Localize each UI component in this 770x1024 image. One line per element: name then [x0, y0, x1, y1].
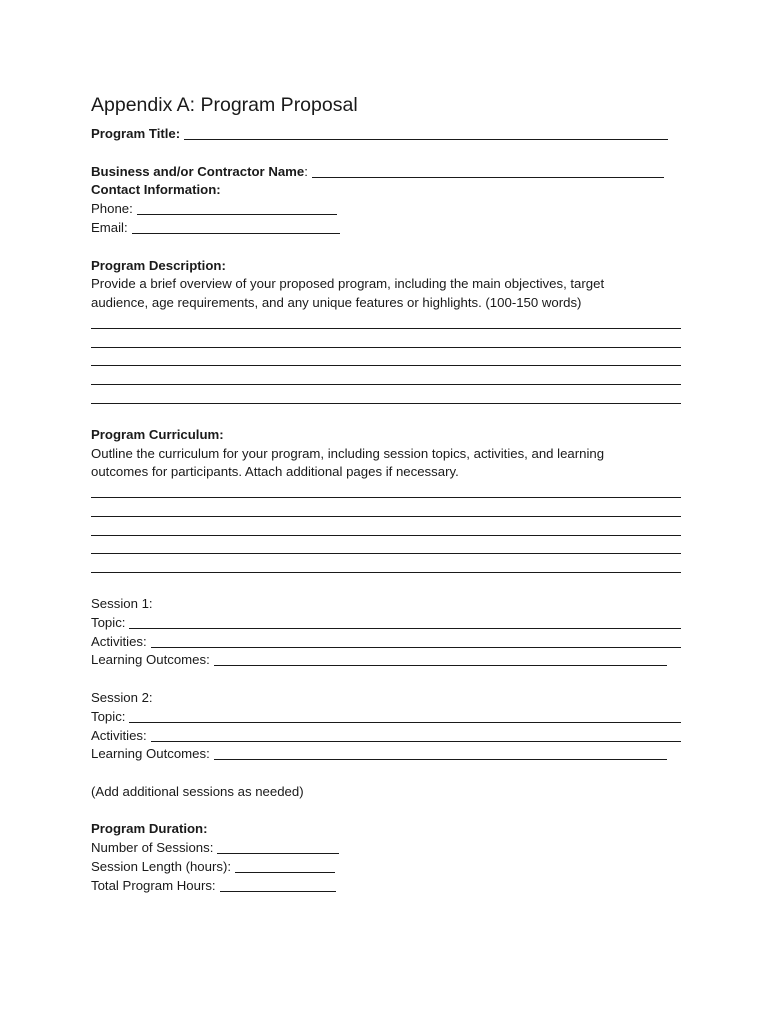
- session-2-heading: Session 2:: [91, 689, 153, 705]
- description-answer-line-1[interactable]: [91, 313, 681, 332]
- session-1-outcomes-label: Learning Outcomes:: [91, 652, 210, 668]
- session-1-activities-field[interactable]: [151, 635, 681, 648]
- description-instructions-1: Provide a brief overview of your proposed program, including the main objectives, target: [91, 276, 605, 292]
- description-answer-line-4[interactable]: [91, 369, 681, 388]
- email-label: Email:: [91, 219, 128, 235]
- duration-heading: Program Duration:: [91, 821, 208, 837]
- session-2-outcomes-field[interactable]: [214, 747, 667, 760]
- description-instructions-2: audience, age requirements, and any unique features or highlights. (100-150 words): [91, 295, 582, 311]
- curriculum-instructions-2: outcomes for participants. Attach additional pages if necessary.: [91, 464, 459, 480]
- curriculum-instructions-1: Outline the curriculum for your program, including session topics, activities, and learning: [91, 445, 605, 461]
- phone-row: [91, 200, 681, 219]
- curriculum-heading: Program Curriculum:: [91, 426, 224, 442]
- session-length-label: Session Length (hours):: [91, 859, 232, 875]
- session-2-activities-field[interactable]: [151, 729, 681, 742]
- session-2-topic-label: Topic:: [91, 708, 126, 724]
- session-2-activities-label: Activities:: [91, 727, 147, 743]
- email-row: [91, 219, 681, 238]
- number-of-sessions-row: [91, 839, 681, 858]
- session-1-topic-row: [91, 614, 681, 633]
- program-title-label: Program Title:: [91, 126, 181, 141]
- session-1-topic-label: Topic:: [91, 614, 126, 630]
- number-of-sessions-label: Number of Sessions:: [91, 840, 214, 856]
- description-answer-line-3[interactable]: [91, 351, 681, 370]
- business-name-label: Business and/or Contractor Name: [91, 163, 305, 179]
- total-hours-label: Total Program Hours:: [91, 877, 216, 893]
- add-sessions-note: (Add additional sessions as needed): [91, 783, 304, 799]
- curriculum-answer-line-3[interactable]: [91, 520, 681, 539]
- curriculum-answer-line-2[interactable]: [91, 501, 681, 520]
- phone-label: Phone:: [91, 201, 133, 217]
- page-title: Appendix A: Program Proposal: [91, 94, 358, 116]
- session-1-activities-label: Activities:: [91, 633, 147, 649]
- business-name-colon: :: [304, 163, 308, 179]
- session-1-outcomes-field[interactable]: [214, 653, 667, 666]
- description-answer-line-5[interactable]: [91, 388, 681, 407]
- number-of-sessions-field[interactable]: [217, 841, 339, 854]
- session-2-outcomes-label: Learning Outcomes:: [91, 746, 210, 762]
- proposal-form: [91, 92, 681, 896]
- session-2-topic-row: [91, 708, 681, 727]
- email-field[interactable]: [132, 221, 340, 234]
- session-1-outcomes-row: [91, 651, 681, 670]
- description-answer-line-2[interactable]: [91, 332, 681, 351]
- curriculum-answer-line-1[interactable]: [91, 482, 681, 501]
- session-length-row: [91, 858, 681, 877]
- business-name-row: [91, 163, 681, 182]
- program-title-field[interactable]: [184, 127, 668, 140]
- curriculum-answer-line-5[interactable]: [91, 557, 681, 576]
- session-2-topic-field[interactable]: [129, 710, 681, 723]
- session-length-field[interactable]: [235, 860, 335, 873]
- session-2-outcomes-row: [91, 745, 681, 764]
- phone-field[interactable]: [137, 202, 337, 215]
- program-title-row: [91, 125, 681, 144]
- total-hours-field[interactable]: [220, 879, 336, 892]
- session-1-heading: Session 1:: [91, 595, 153, 611]
- description-heading: Program Description:: [91, 257, 226, 273]
- curriculum-answer-line-4[interactable]: [91, 539, 681, 558]
- contact-heading: Contact Information:: [91, 182, 221, 198]
- session-1-activities-row: [91, 633, 681, 652]
- session-1-topic-field[interactable]: [129, 616, 681, 629]
- total-hours-row: [91, 877, 681, 896]
- business-name-field[interactable]: [312, 165, 664, 178]
- session-2-activities-row: [91, 727, 681, 746]
